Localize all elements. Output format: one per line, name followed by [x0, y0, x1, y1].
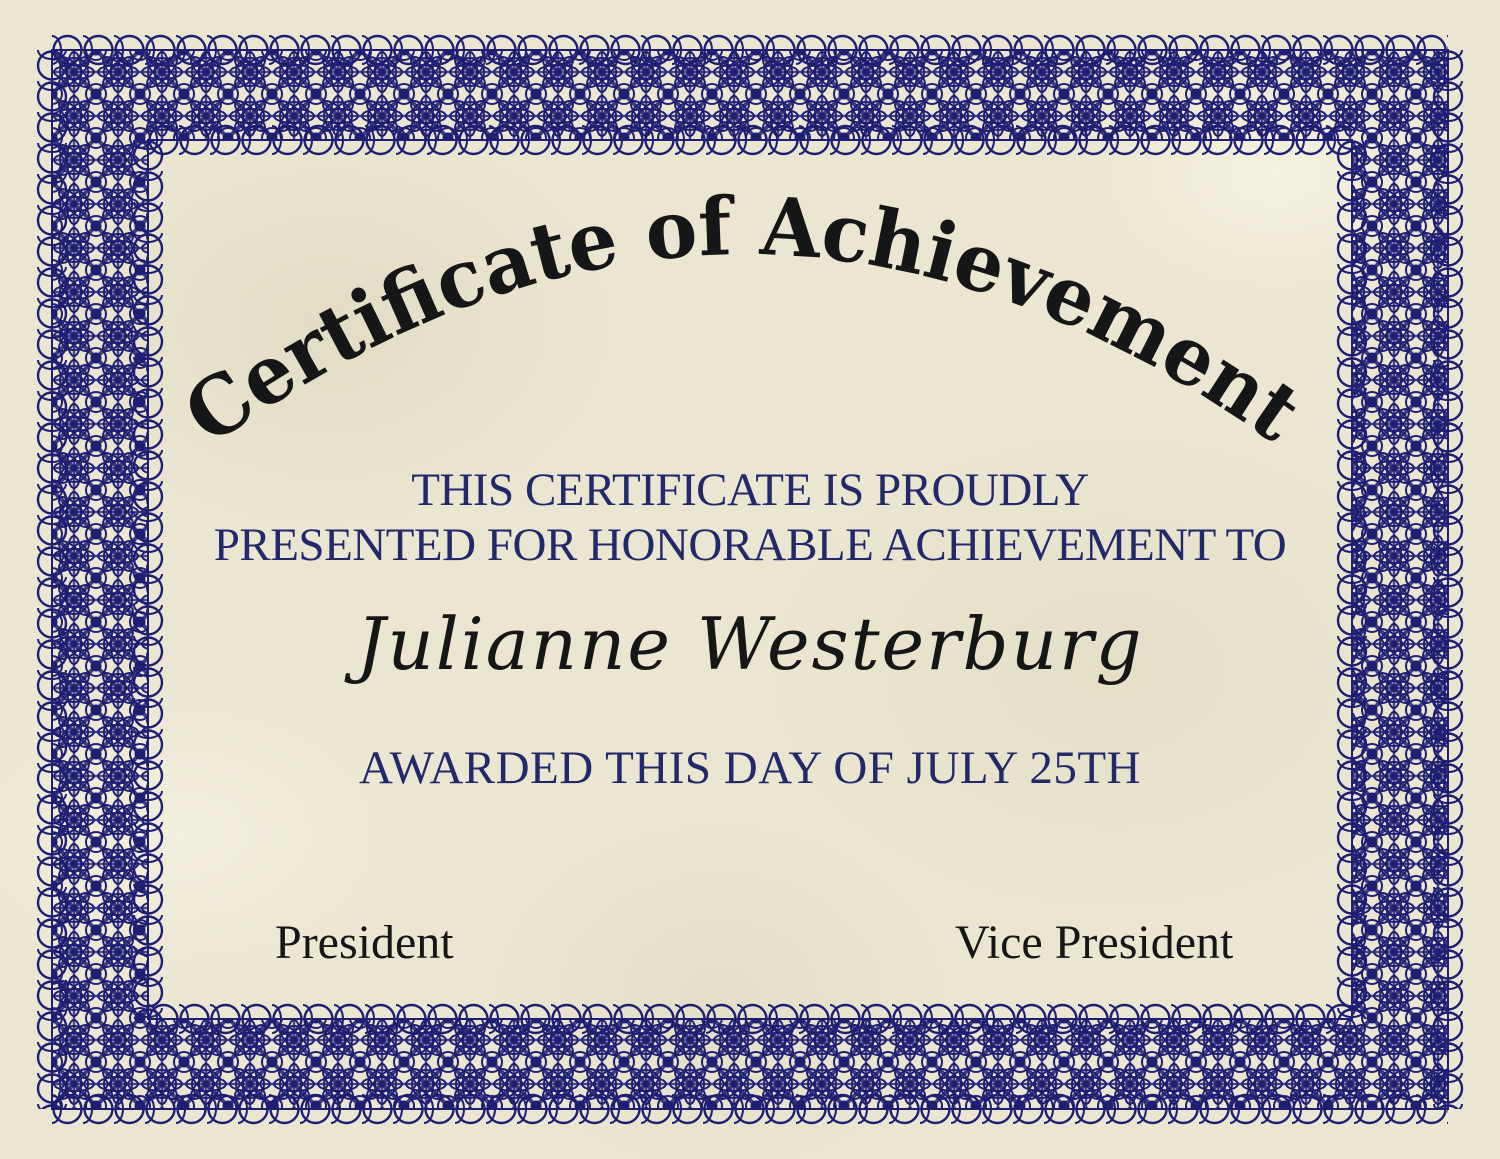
signature-label-vice-president: Vice President — [955, 916, 1234, 969]
presented-line-1: THIS CERTIFICATE IS PROUDLY — [411, 464, 1089, 516]
signature-label-president: President — [275, 916, 454, 969]
certificate-title-arc — [168, 179, 1318, 462]
recipient-name: Julianne Westerburg — [356, 602, 1144, 686]
certificate-title: Certificate of Achievement — [167, 178, 1319, 463]
presented-line-2: PRESENTED FOR HONORABLE ACHIEVEMENT TO — [213, 519, 1287, 571]
awarded-line: AWARDED THIS DAY OF JULY 25TH — [359, 742, 1141, 794]
presented-text-block — [0, 463, 1500, 573]
svg-text:Certificate of Achievement — [168, 179, 1318, 462]
